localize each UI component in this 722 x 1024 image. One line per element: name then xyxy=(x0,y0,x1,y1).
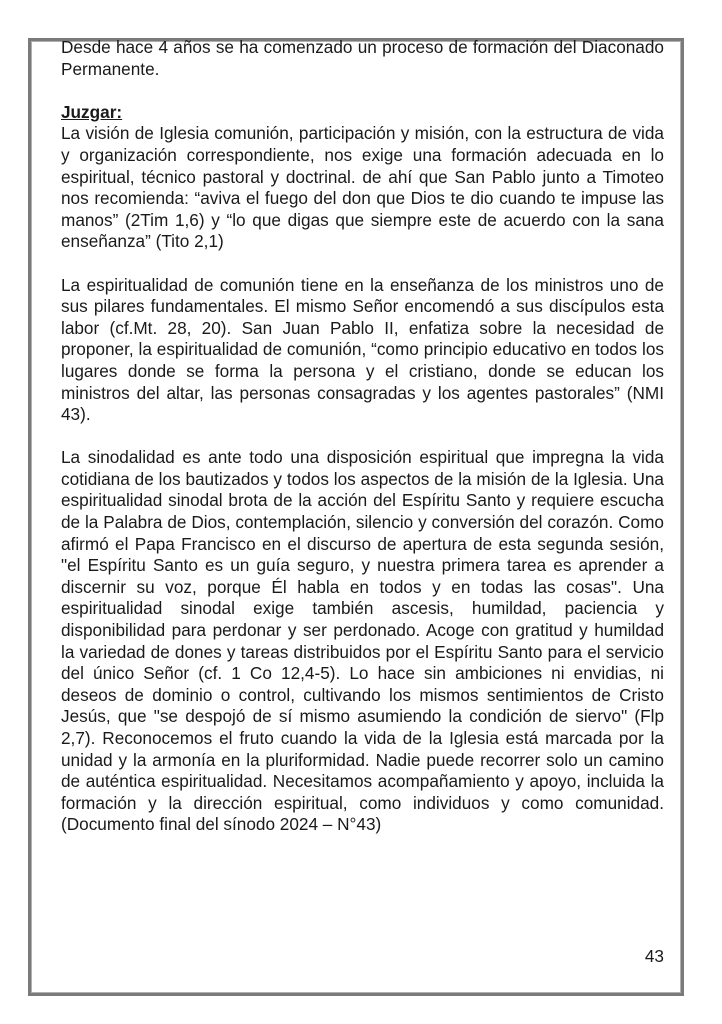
page-content xyxy=(61,37,664,858)
page-number: 43 xyxy=(644,946,664,966)
section-heading-juzgar: Juzgar: xyxy=(61,101,123,122)
paragraph-espiritualidad-comunion: La espiritualidad de comunión tiene en la enseñanza de los ministros uno de sus pilares fundamentales. El mismo Señor encomendó a sus discípulos esta labor (cf.Mt. 28, 20). San Juan Pablo II, enfatiza sobre la necesidad de proponer, la espiritualidad de comunión, “como principio educativo en todos los lugares donde se forma la persona y el cristiano, donde se educan los ministros del altar, las personas consagradas y los agentes pastorales” (NMI 43). xyxy=(61,274,664,425)
paragraph-sinodalidad: La sinodalidad es ante todo una disposición espiritual que impregna la vida cotidiana de los bautizados y todos los aspectos de la misión de la Iglesia. Una espiritualidad sinodal brota de la acción del Espíritu Santo y requiere escucha de la Palabra de Dios, contemplación, silencio y conversión del corazón. Como afirmó el Papa Francisco en el discurso de apertura de esta segunda sesión, "el Espíritu Santo es un guía seguro, y nuestra primera tarea es aprender a discernir su voz, porque Él habla en todos y en todas las cosas". Una espiritualidad sinodal exige también ascesis, humildad, paciencia y disponibilidad para perdonar y ser perdonado. Acoge con gratitud y humildad la variedad de dones y tareas distribuidos por el Espíritu Santo para el servicio del único Señor (cf. 1 Co 12,4-5). Lo hace sin ambiciones ni envidias, ni deseos de dominio o control, cultivando los mismos sentimientos de Cristo Jesús, que "se despojó de sí mismo asumiendo la condición de siervo" (Flp 2,7). Reconocemos el fruto cuando la vida de la Iglesia está marcada por la unidad y la armonía en la pluriformidad. Nadie puede recorrer solo un camino de auténtica espiritualidad. Necesitamos acompañamiento y apoyo, incluida la formación y la dirección espiritual, como individuos y como comunidad. (Documento final del sínodo 2024 – N°43) xyxy=(61,447,664,835)
paragraph-vision-iglesia: La visión de Iglesia comunión, participación y misión, con la estructura de vida y organización correspondiente, nos exige una formación adecuada en lo espiritual, técnico pastoral y doctrinal. de ahí que San Pablo junto a Timoteo nos recomienda: “aviva el fuego del don que Dios te dio cuando te impuse las manos” (2Tim 1,6) y “lo que digas que siempre este de acuerdo con la sana enseñanza” (Tito 2,1) xyxy=(61,123,664,252)
intro-paragraph: Desde hace 4 años se ha comenzado un proceso de formación del Diaconado Permanente. xyxy=(61,37,664,79)
